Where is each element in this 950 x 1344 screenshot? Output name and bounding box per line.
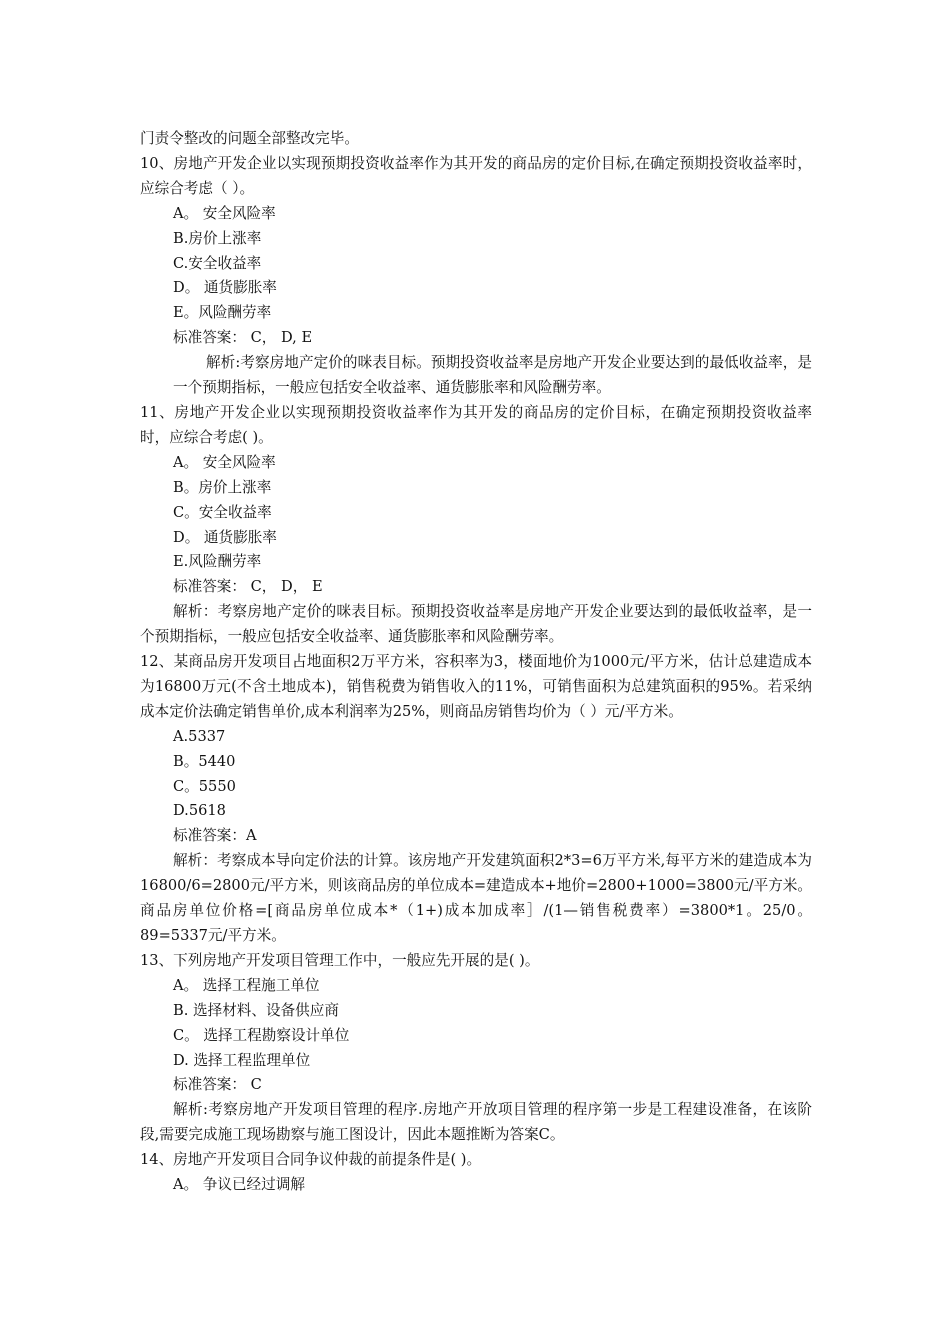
question-12-option-b: B。5440 [173,752,236,770]
question-11-answer: 标准答案： C， D， E [173,578,323,596]
question-12-option-d: D.5618 [173,802,226,820]
question-13-answer: 标准答案： C [173,1076,262,1094]
question-10-option-d: D。 通货膨胀率 [173,279,277,297]
question-10-explanation: 解析:考察房地产定价的咪表目标。预期投资收益率是房地产开发企业要达到的最低收益率，是一个预期指标，一般应包括安全收益率、通货膨胀率和风险酬劳率。 [173,354,812,397]
question-11-option-b: B。房价上涨率 [173,478,272,496]
question-13-stem: 13、下列房地产开发项目管理工作中，一般应先开展的是( )。 [140,951,540,969]
question-12-stem: 12、某商品房开发项目占地面积2万平方米，容积率为3，楼面地价为1000元/平方米，估计总建造成本为16800万元(不含土地成本)，销售税费为销售收入的11%，可销售面积为总建筑面积的95%。若采纳成本定价法确定销售单价,成本利润率为25%，则商品房销售均价为（ ）元/平方米。 [140,653,812,720]
question-12-option-a: A.5337 [173,727,226,745]
question-13-option-a: A。 选择工程施工单位 [173,976,320,994]
question-11-option-e: E.风险酬劳率 [173,553,262,571]
question-13-explanation: 解析:考察房地产开发项目管理的程序.房地产开放项目管理的程序第一步是工程建设准备，在该阶段,需要完成施工现场勘察与施工图设计，因此本题推断为答案C。 [140,1101,812,1144]
question-10-stem: 10、房地产开发企业以实现预期投资收益率作为其开发的商品房的定价目标,在确定预期投资收益率时，应综合考虑（ ）。 [140,154,812,197]
question-10-option-a: A。 安全风险率 [173,204,276,222]
question-10-option-e: E。风险酬劳率 [173,304,272,322]
question-13-option-c: C。 选择工程勘察设计单位 [173,1026,350,1044]
question-14-option-a: A。 争议已经过调解 [173,1176,305,1194]
question-12-option-c: C。5550 [173,777,236,795]
question-14-stem: 14、房地产开发项目合同争议仲裁的前提条件是( )。 [140,1151,482,1169]
question-13-option-d: D. 选择工程监理单位 [173,1051,311,1069]
question-10-option-b: B.房价上涨率 [173,229,262,247]
question-12-explanation: 解析：考察成本导向定价法的计算。该房地产开发建筑面积2*3=6万平方米,每平方米的建造成本为16800/6=2800元/平方米，则该商品房的单位成本=建造成本+地价=2800+1000=3800元/平方米。商品房单位价格=[商品房单位成本*（1+)成本加成率］/(1—销售税费率）=3800*1。25/0。89=5337元/平方米。 [140,852,812,944]
question-12-answer: 标准答案：A [173,827,257,845]
question-10-option-c: C.安全收益率 [173,254,262,272]
question-11-explanation: 解析：考察房地产定价的咪表目标。预期投资收益率是房地产开发企业要达到的最低收益率，是一个预期指标，一般应包括安全收益率、通货膨胀率和风险酬劳率。 [140,603,812,646]
question-11-stem: 11、房地产开发企业以实现预期投资收益率作为其开发的商品房的定价目标，在确定预期投资收益率时，应综合考虑( )。 [140,403,812,446]
question-10-answer: 标准答案： C， D, E [173,329,313,347]
document-body [140,127,812,1198]
question-11-option-c: C。安全收益率 [173,503,272,521]
question-13-option-b: B. 选择材料、设备供应商 [173,1001,339,1019]
text-line: 门责令整改的问题全部整改完毕。 [140,130,359,147]
question-11-option-a: A。 安全风险率 [173,453,276,471]
question-11-option-d: D。 通货膨胀率 [173,528,277,546]
